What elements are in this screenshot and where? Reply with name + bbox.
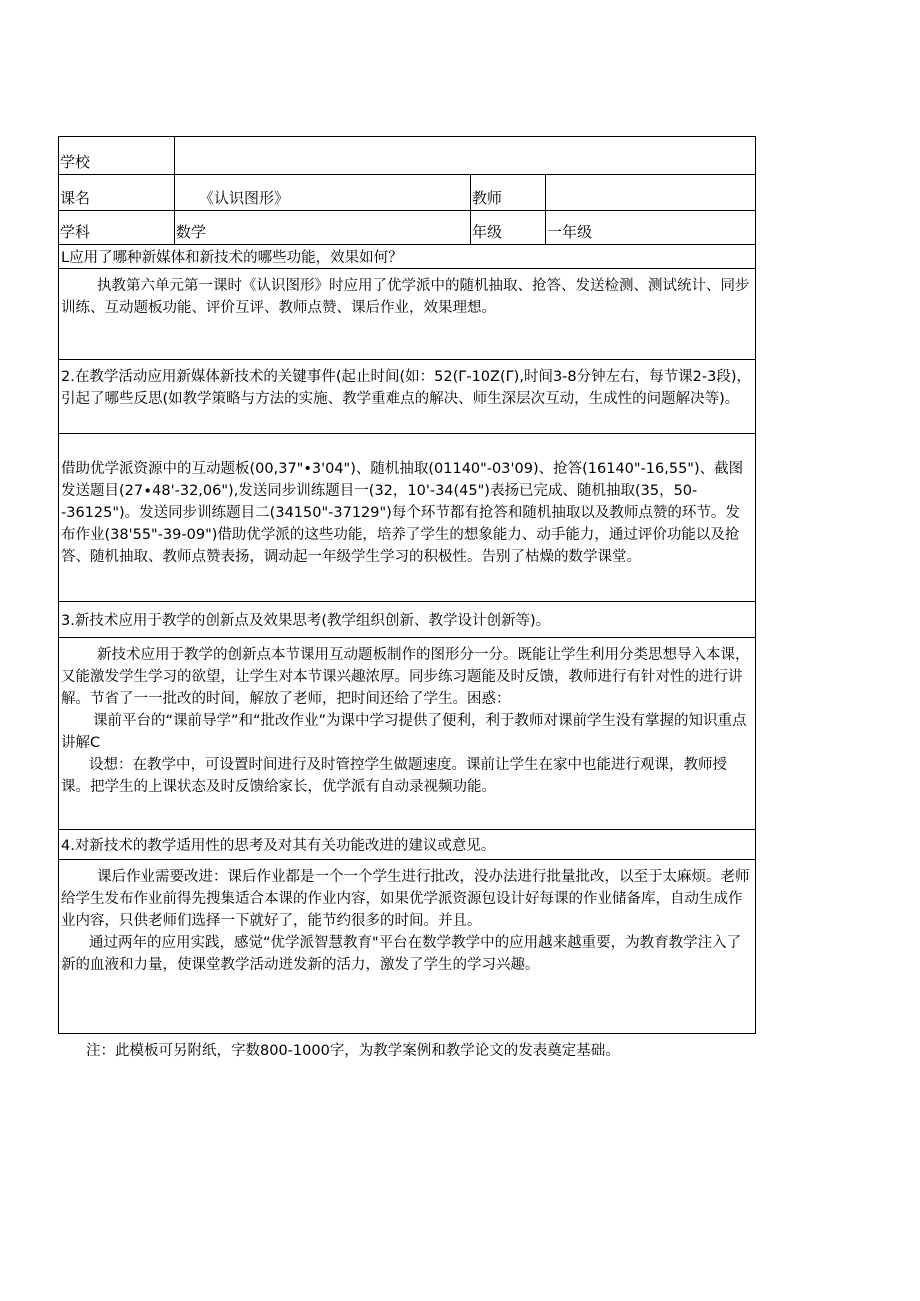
answer-1-paragraph: 执教第六单元第一课时《认识图形》时应用了优学派中的随机抽取、抢答、发送检测、测试统计、同步训练、互动题板功能、评价互评、教师点赞、课后作业，效果理想。 xyxy=(61,278,750,316)
answer-1-row xyxy=(59,269,755,360)
school-row xyxy=(59,137,755,175)
answer-2[interactable] xyxy=(59,434,755,601)
answer-2-row xyxy=(59,434,755,602)
question-4-row xyxy=(59,830,755,860)
course-field[interactable]: 《认识图形》 xyxy=(175,175,471,210)
answer-4-paragraph-1: 课后作业需要改进：课后作业都是一个一个学生进行批改，没办法进行批量批改，以至于太麻烦。老师给学生发布作业前得先搜集适合本课的作业内容，如果优学派资源包设计好每课的作业储备库，自动生成作业内容，只供老师们选择一下就好了，能节约很多的时间。并且。 xyxy=(61,869,750,929)
course-label: 课名 xyxy=(59,175,175,210)
subject-row xyxy=(59,211,755,245)
grade-field[interactable]: 一年级 xyxy=(547,223,593,241)
question-1: L应用了哪种新媒体和新技术的哪些功能，效果如何？ xyxy=(61,250,403,266)
subject-field[interactable]: 数学 xyxy=(175,211,471,244)
answer-4-row xyxy=(59,860,755,1033)
grade-label: 年级 xyxy=(471,211,546,244)
question-3-row xyxy=(59,602,755,638)
question-1-row xyxy=(59,245,755,269)
teaching-case-form xyxy=(58,136,756,1034)
subject-label: 学科 xyxy=(59,211,175,244)
answer-1[interactable] xyxy=(59,269,755,359)
answer-3[interactable] xyxy=(59,638,755,829)
answer-4-paragraph-2: 通过两年的应用实践，感觉“优学派智慧教育"平台在数学教学中的应用越来越重要，为教育教学注入了新的血液和力量，使课堂教学活动迸发新的活力，激发了学生的学习兴趣。 xyxy=(61,935,742,973)
template-note: 注：此模板可另附纸，字数800-1000字，为教学案例和教学论文的发表奠定基础。 xyxy=(86,1043,620,1059)
answer-3-paragraph-3: 设想：在教学中，可设置时间进行及时管控学生做题速度。课前让学生在家中也能进行观课，教师授课。把学生的上课状态及时反馈给家长，优学派有自动录视频功能。 xyxy=(61,757,727,795)
school-field[interactable] xyxy=(175,137,755,174)
answer-2-paragraph: 借助优学派资源中的互动题板(00,37"•3'04")、随机抽取(01140"-03'09)、抢答(16140"-16,55")、截图发送题目(27∙48'-32,06"),发送同步训练题目一(32，10'-34(45")表扬已完成、随机抽取(35，50--36125")。发送同步训练题目二(34150"-37129")每个环节都有抢答和随机抽取以及教师点赞的环节。发布作业(38'55"-39-09")借助优学派的这些功能，培养了学生的想象能力、动手能力，通过评价功能以及抢答、随机抽取、教师点赞表扬，调动起一年级学生学习的积极性。告别了枯燥的数学课堂。 xyxy=(61,461,744,565)
question-3: 3.新技术应用于教学的创新点及效果思考(教学组织创新、教学设计创新等)。 xyxy=(61,613,551,629)
teacher-label: 教师 xyxy=(471,175,546,210)
teacher-field[interactable] xyxy=(546,175,755,210)
course-row xyxy=(59,175,755,211)
answer-3-paragraph-2: 课前平台的“课前导学”和“批改作业”为课中学习提供了便利，利于教师对课前学生没有掌握的知识重点讲解C xyxy=(61,713,747,751)
answer-3-paragraph-1: 新技术应用于教学的创新点本节课用互动题板制作的图形分一分。既能让学生利用分类思想导入本课，又能激发学生学习的欲望，让学生对本节课兴趣浓厚。同步练习题能及时反馈，教师进行有针对性的进行讲解。节省了一一批改的时间，解放了老师，把时间还给了学生。困惑： xyxy=(61,647,750,707)
question-4: 4.对新技术的教学适用性的思考及对其有关功能改进的建议或意见。 xyxy=(61,838,496,854)
question-2-row xyxy=(59,360,755,434)
answer-3-row xyxy=(59,638,755,830)
answer-4[interactable] xyxy=(59,860,755,1033)
school-label: 学校 xyxy=(59,137,175,174)
question-2: 2.在教学活动应用新媒体新技术的关键事件(起止时间(如：52(Γ-10Z(Γ),时间3-8分钟左右，每节课2-3段)，引起了哪些反思(如教学策略与方法的实施、教学重难点的解决、师生深层次互动，生成性的问题解决等)。 xyxy=(61,369,751,407)
